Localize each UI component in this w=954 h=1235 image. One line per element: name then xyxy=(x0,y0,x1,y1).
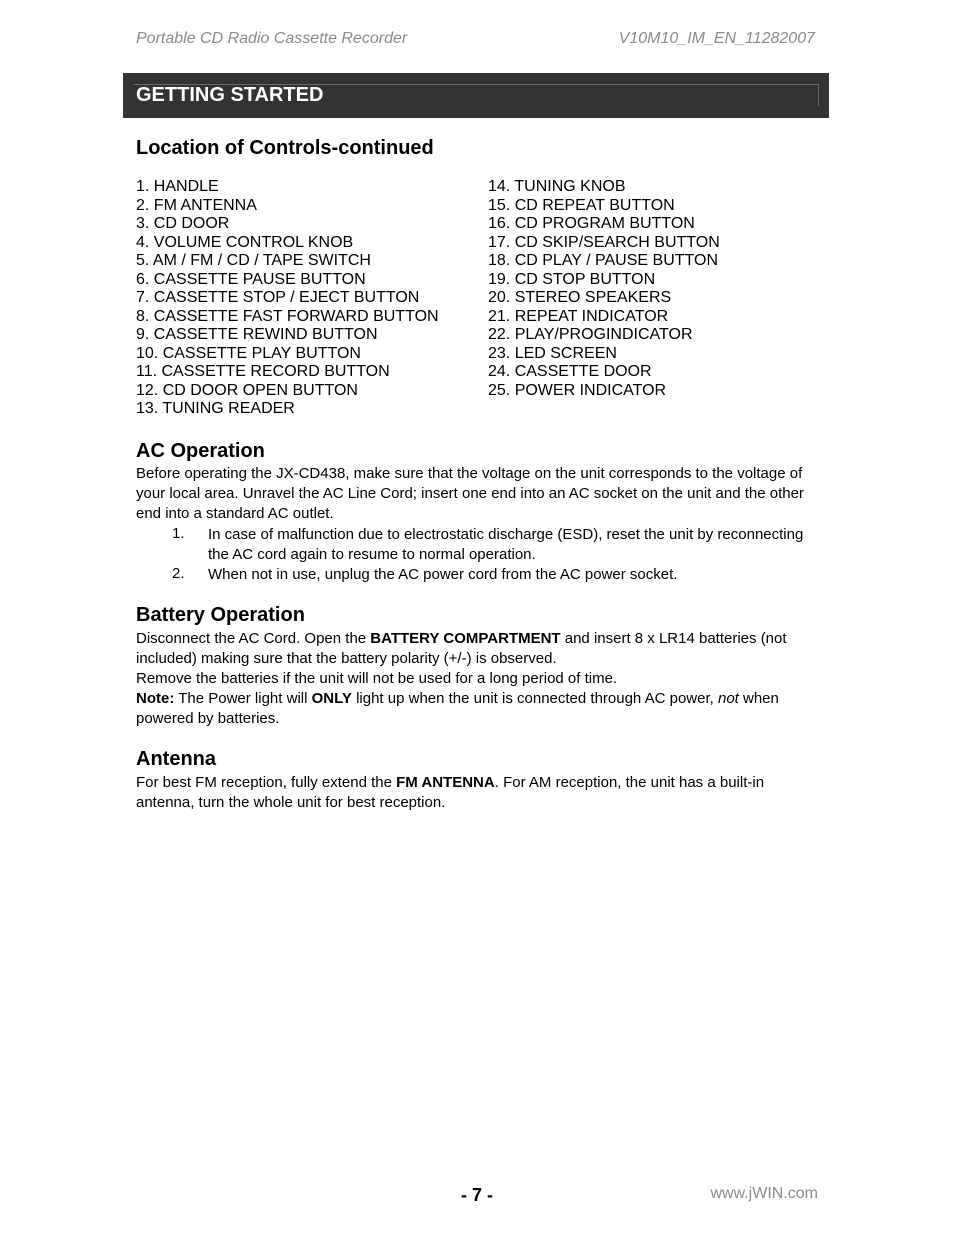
list-item: 6. CASSETTE PAUSE BUTTON xyxy=(136,270,366,288)
banner-title: GETTING STARTED xyxy=(136,84,324,106)
ac-item-text: In case of malfunction due to electrostatic discharge (ESD), reset the unit by reconnecting the AC cord again to resume to normal operation. xyxy=(208,526,804,563)
battery-heading: Battery Operation xyxy=(136,604,305,626)
list-item: 17. CD SKIP/SEARCH BUTTON xyxy=(488,233,720,251)
list-item: 12. CD DOOR OPEN BUTTON xyxy=(136,381,358,399)
list-item: 14. TUNING KNOB xyxy=(488,178,626,195)
controls-list-right xyxy=(488,178,720,400)
ac-item-number: 1. xyxy=(172,525,185,542)
list-item: 20. STEREO SPEAKERS xyxy=(488,289,672,306)
controls-list-left xyxy=(136,178,439,419)
list-item: 19. CD STOP BUTTON xyxy=(488,270,656,288)
ac-item-number: 2. xyxy=(172,565,185,582)
controls-heading: Location of Controls-continued xyxy=(136,137,434,159)
section-banner xyxy=(123,73,829,118)
list-item: 8. CASSETTE FAST FORWARD BUTTON xyxy=(136,307,439,325)
list-item: 13. TUNING READER xyxy=(136,400,295,417)
battery-paragraph-2: Remove the batteries if the unit will not be used for a long period of time. xyxy=(136,670,618,687)
list-item: 24. CASSETTE DOOR xyxy=(488,363,652,380)
list-item: 4. VOLUME CONTROL KNOB xyxy=(136,233,354,251)
ac-item-text: When not in use, unplug the AC power cord from the AC power socket. xyxy=(208,566,678,583)
list-item: 5. AM / FM / CD / TAPE SWITCH xyxy=(136,252,371,269)
footer-url: www.jWIN.com xyxy=(710,1185,818,1202)
list-item: 11. CASSETTE RECORD BUTTON xyxy=(136,363,390,380)
antenna-paragraph: For best FM reception, fully extend the FM ANTENNA. For AM reception, the unit has a built-in antenna, turn the whole unit for best reception. xyxy=(136,774,765,811)
list-item: 22. PLAY/PROGINDICATOR xyxy=(488,326,693,343)
battery-paragraph-1: Disconnect the AC Cord. Open the BATTERY COMPARTMENT and insert 8 x LR14 batteries (not included) making sure that the battery polarity (+/-) is observed. xyxy=(136,630,787,667)
header-doc-id: V10M10_IM_EN_11282007 xyxy=(618,30,815,47)
list-item: 2. FM ANTENNA xyxy=(136,196,257,214)
header-title: Portable CD Radio Cassette Recorder xyxy=(136,30,408,47)
list-item: 25. POWER INDICATOR xyxy=(488,381,667,399)
battery-note: Note: The Power light will ONLY light up when the unit is connected through AC power, not when powered by batteries. xyxy=(136,690,779,727)
list-item: 7. CASSETTE STOP / EJECT BUTTON xyxy=(136,289,420,306)
antenna-heading: Antenna xyxy=(136,748,216,770)
ac-heading: AC Operation xyxy=(136,440,265,462)
list-item: 3. CD DOOR xyxy=(136,215,230,232)
list-item: 16. CD PROGRAM BUTTON xyxy=(488,215,695,232)
list-item: 10. CASSETTE PLAY BUTTON xyxy=(136,344,361,362)
list-item: 18. CD PLAY / PAUSE BUTTON xyxy=(488,252,718,269)
list-item: 1. HANDLE xyxy=(136,178,219,195)
list-item: 15. CD REPEAT BUTTON xyxy=(488,196,675,214)
page-number: - 7 - xyxy=(461,1185,494,1205)
list-item: 21. REPEAT INDICATOR xyxy=(488,307,669,325)
list-item: 9. CASSETTE REWIND BUTTON xyxy=(136,326,378,343)
ac-body: Before operating the JX-CD438, make sure that the voltage on the unit corresponds to the voltage of your local area. Unravel the AC Line Cord; insert one end into an AC socket on the unit and the other end into a standard AC outlet. xyxy=(136,465,804,522)
list-item: 23. LED SCREEN xyxy=(488,344,617,362)
